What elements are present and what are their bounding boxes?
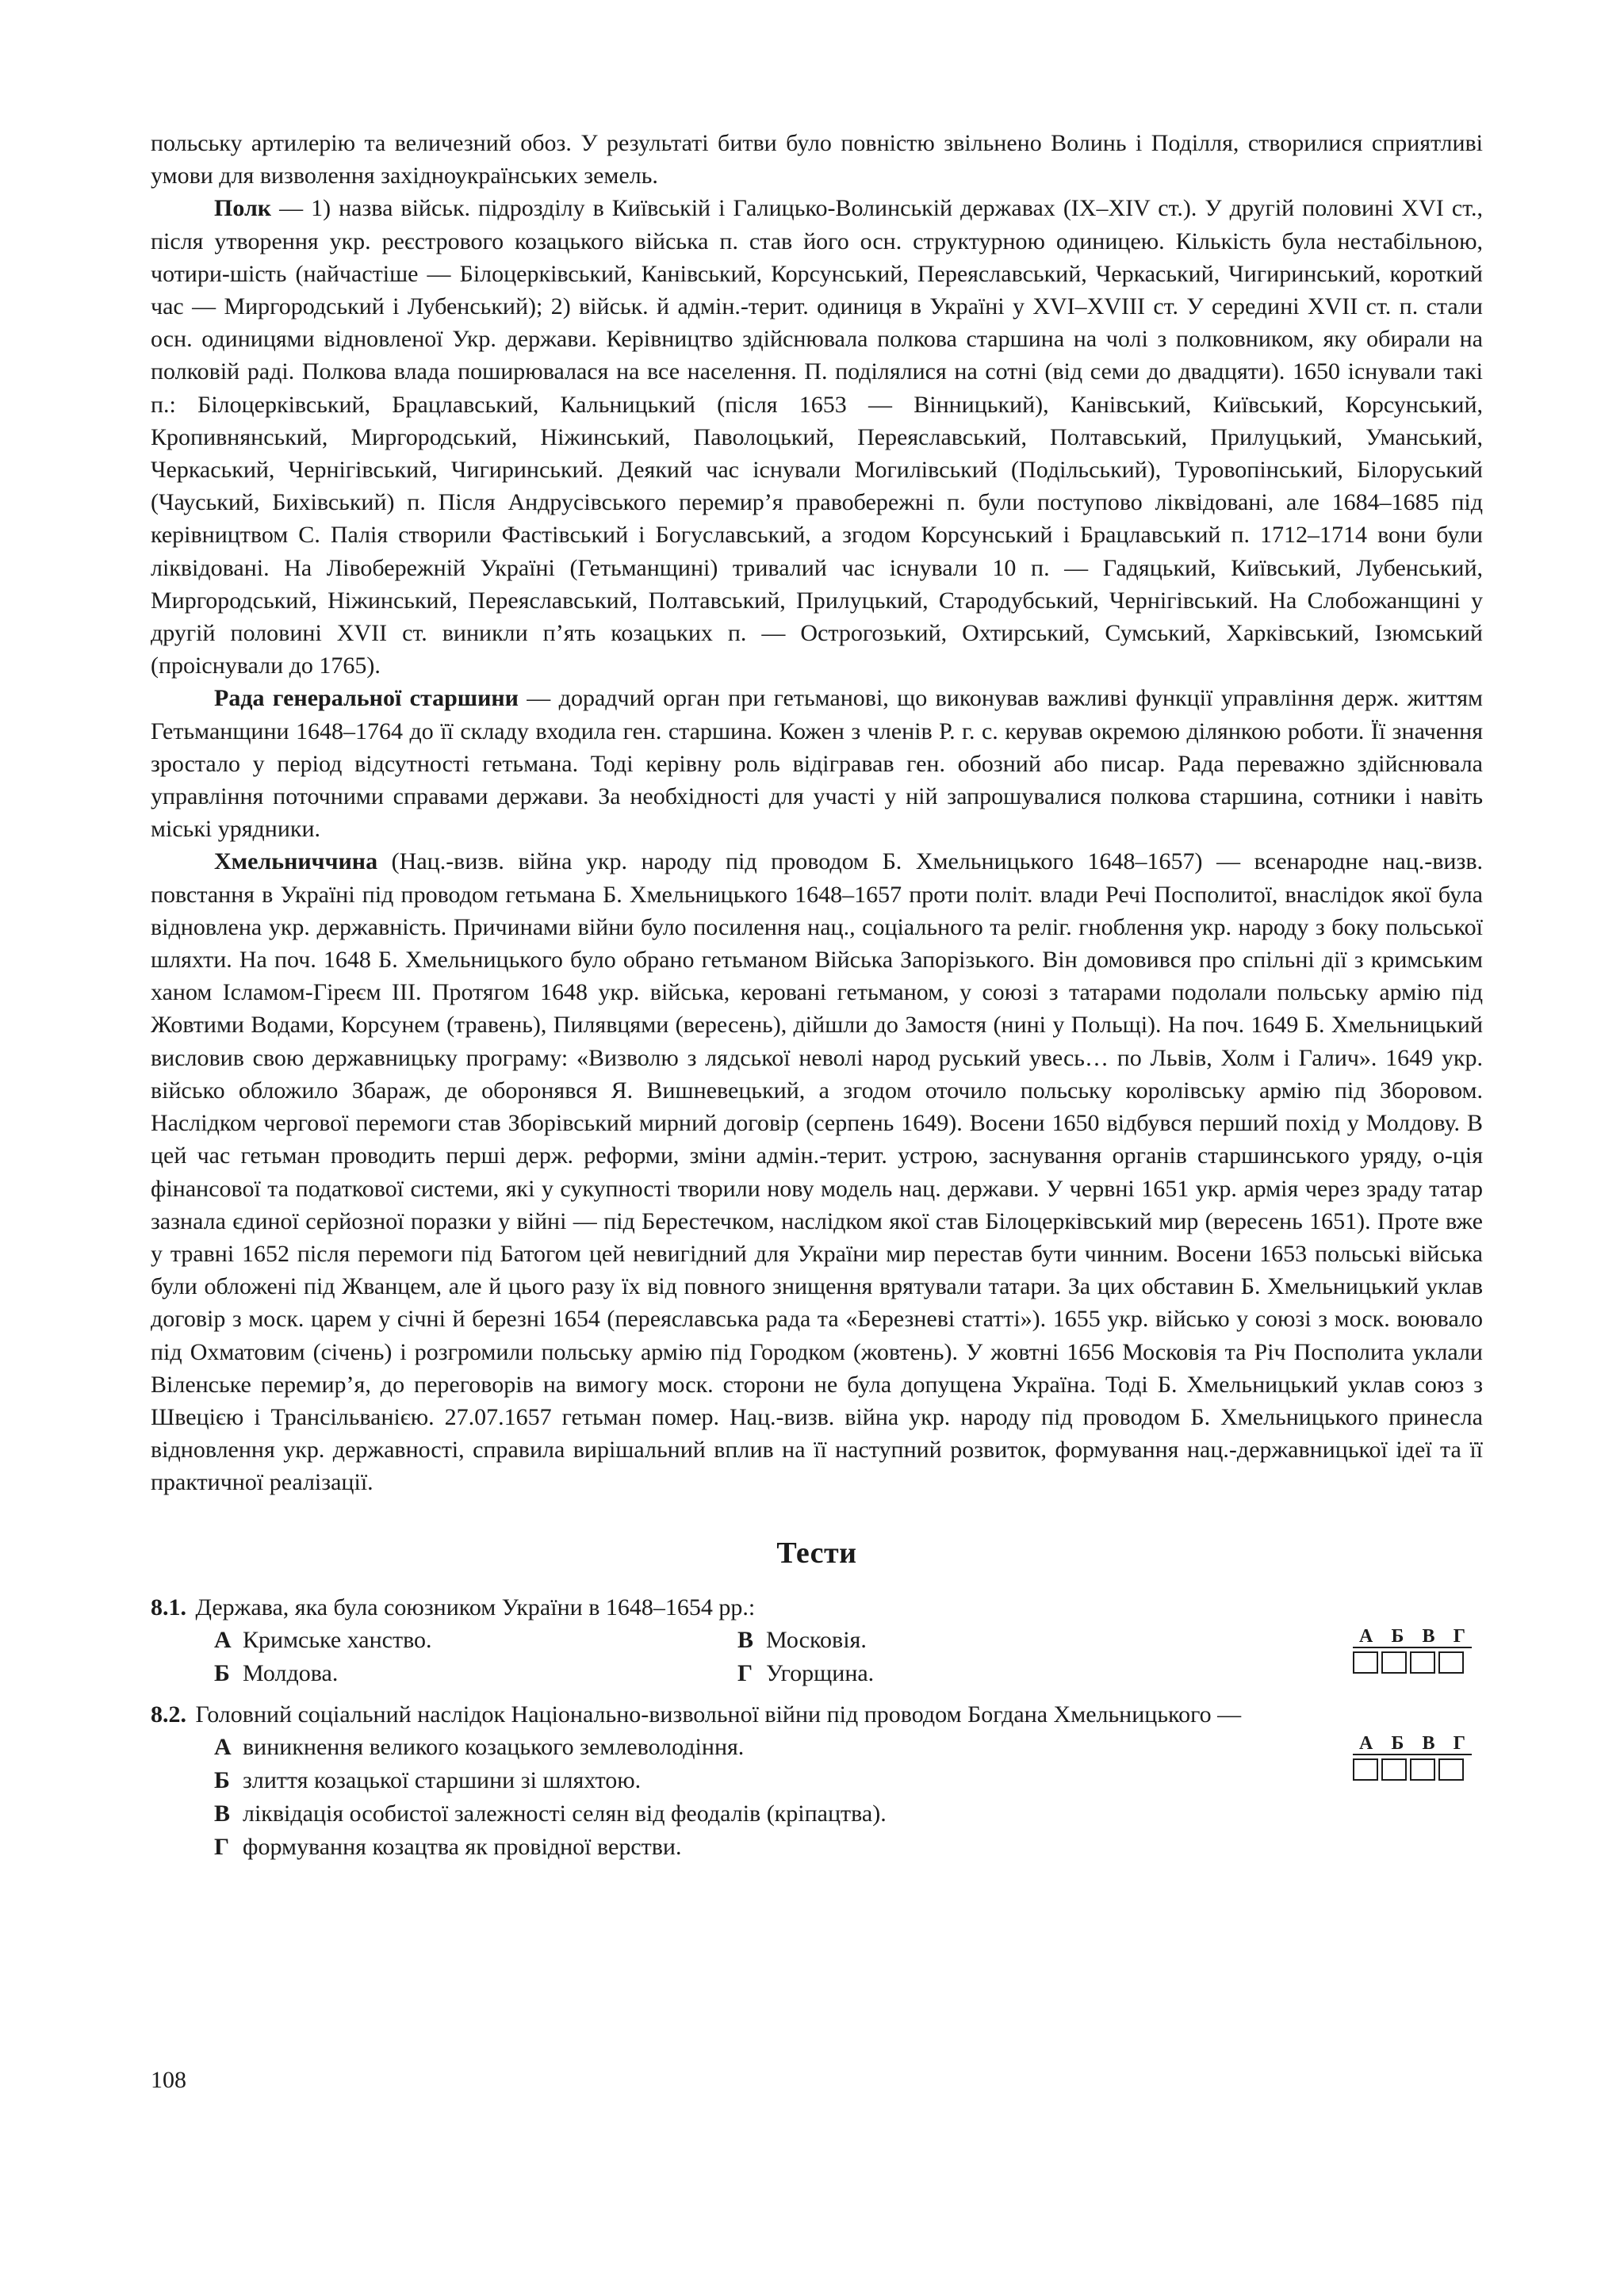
answer-cell-g[interactable]: [1438, 1758, 1464, 1781]
option-text: Угорщина.: [766, 1659, 875, 1686]
answer-cell-b[interactable]: [1381, 1758, 1407, 1781]
option-letter: А: [214, 1733, 232, 1760]
option-text: ліквідація особистої залежності селян від феодалів (кріпацтва).: [243, 1800, 887, 1827]
answer-letter: В: [1422, 1732, 1435, 1754]
answer-cell-v[interactable]: [1410, 1758, 1435, 1781]
entry-body: (Нац.-визв. війна укр. народу під проводом Б. Хмельницького 1648–1657) — всенародне нац.-визв. повстання в Україні під проводом гетьмана Б. Хмельницького 1648–1657 проти політ. влади Речі Посполитої, внаслідок якої була відновлена укр. державність. Причинами війни було посилення нац., соціального та реліг. гноблення укр. народу з боку польської шляхти. На поч. 1648 Б. Хмельницького було обрано гетьманом Війська Запорізького. Він домовився про спільні дії з кримським ханом Ісламом-Гіреєм III. Протягом 1648 укр. війська, керовані гетьманом, у союзі з татарами подолали польську армію під Жовтими Водами, Корсунем (травень), Пилявцями (вересень), дійшли до Замостя (нині у Польщі). На поч. 1649 Б. Хмельницький висловив свою державницьку програму: «Визволю з лядської неволі народ руський увесь… по Львів, Холм і Галич». 1649 укр. військо обложило Збараж, де оборонявся Я. Вишневецький, а згодом оточило польську королівську армію під Зборовом. Наслідком чергової перемоги став Зборівський мирний договір (серпень 1649). Восени 1650 відбувся перший похід у Молдову. В цей час гетьман проводить перші держ. реформи, зміни адмін.-терит. устрою, заснування органів старшинського уряду, о-ція фінансової та податкової системи, які у сукупності творили нову модель нац. держави. У червні 1651 укр. армія через зраду татар зазнала єдиної серйозної поразки у війні — під Берестечком, наслідком якої став Білоцерківський мир (вересень 1651). Проте вже у травні 1652 після перемоги під Батогом цей невигідний для України мир перестав бути чинним. Восени 1653 польські війська були обложені під Жванцем, але й цього разу їх від повного знищення врятували татари. За цих обставин Б. Хмельницький уклав договір з моск. царем у січні й березні 1654 (переяславська рада та «Березневі статті»). 1655 укр. військо у союзі з моск. воювало під Охматовим (січень) і розгромили польську армію під Городком (жовтень). У жовтні 1656 Московія та Річ Посполита уклали Віленське перемир’я, до переговорів на вимогу моск. сторони не була допущена Україна. Тоді Б. Хмельницький уклав союз з Швецією і Трансільванією. 27.07.1657 гетьман помер. Нац.-визв. війна укр. народу під проводом Б. Хмельницького принесла відновлення укр. державності, справила вирішальний вплив на її наступний розвиток, формування нац.-державницької ідеї та її практичної реалізації.: [151, 848, 1483, 1496]
option-a[interactable]: [214, 1624, 737, 1657]
entry-body: — дорадчий орган при гетьманові, що виконував важливі функції управління держ. життям Гетьманщини 1648–1764 до її складу входила ген. старшина. Кожен з членів Р. г. с. керував окремою ділянкою роботи. Її значення зростало у період відсутності гетьмана. Тоді керівну роль відігравав ген. обозний або писар. Рада переважно здійснювала управління поточними справами держави. За необхідності для участі у ній запрошувалися полкова старшина, сотники і навіть міські урядники.: [151, 685, 1483, 843]
answer-letter: В: [1422, 1625, 1435, 1647]
answer-cell-a[interactable]: [1353, 1651, 1378, 1674]
entry-polk: [151, 192, 1483, 682]
options-grid: [214, 1624, 1483, 1690]
option-a[interactable]: [214, 1731, 1483, 1764]
answer-cell-g[interactable]: [1438, 1651, 1464, 1674]
answer-letter: А: [1359, 1625, 1373, 1647]
question-text: Держава, яка була союзником України в 1648–1654 рр.:: [190, 1594, 756, 1621]
answer-grid-cells: [1353, 1758, 1472, 1781]
options-list: [214, 1731, 1483, 1864]
option-text: Молдова.: [243, 1659, 339, 1686]
answer-letter: А: [1359, 1732, 1373, 1754]
option-text: Кримське ханство.: [243, 1626, 432, 1653]
page-content: [151, 127, 1483, 1872]
option-letter: Б: [214, 1659, 230, 1686]
option-text: формування козацтва як провідної верстви.: [243, 1833, 682, 1860]
entry-khmelnychchyna: [151, 845, 1483, 1498]
question-8-2: [151, 1698, 1483, 1864]
answer-grid: [1353, 1733, 1472, 1781]
answer-grid: [1353, 1626, 1472, 1674]
answer-grid-letters: [1353, 1626, 1472, 1648]
option-b[interactable]: [214, 1657, 737, 1690]
option-text: виникнення великого козацького землеволодіння.: [243, 1733, 745, 1760]
entry-term: Хмельниччина: [214, 848, 378, 875]
option-letter: А: [214, 1626, 232, 1653]
option-letter: Г: [214, 1833, 230, 1860]
page-number: 108: [151, 2067, 186, 2093]
answer-letter: Б: [1391, 1732, 1404, 1754]
answer-cell-b[interactable]: [1381, 1651, 1407, 1674]
answer-letter: Б: [1391, 1625, 1404, 1647]
answer-cell-a[interactable]: [1353, 1758, 1378, 1781]
question-number: 8.2.: [151, 1701, 186, 1728]
option-text: злиття козацької старшини зі шляхтою.: [243, 1766, 642, 1793]
option-v[interactable]: [737, 1624, 1182, 1657]
option-v[interactable]: [214, 1797, 1483, 1831]
answer-letter: Г: [1453, 1625, 1465, 1647]
option-letter: В: [737, 1626, 754, 1653]
question-stem: [151, 1591, 1483, 1624]
entry-body: — 1) назва військ. підрозділу в Київській і Галицько-Волинській державах (IX–XIV ст.). У другій половині XVI ст., після утворення укр. реєстрового козацького війська п. став його осн. структурною одиницею. Кількість була нестабільною, чотири-шість (найчастіше — Білоцерківський, Канівський, Корсунський, Переяславський, Черкаський, Чигиринський, короткий час — Миргородський і Лубенський); 2) військ. й адмін.-терит. одиниця в Україні у XVI–XVIII ст. У середині XVII ст. п. стали осн. одиницями відновленої Укр. держави. Керівництво здійснювала полкова старшина на чолі з полковником, яку обирали на полковій раді. Полкова влада поширювалася на все населення. П. поділялися на сотні (від семи до двадцяти). 1650 існували такі п.: Білоцерківський, Брацлавський, Кальницький (після 1653 — Вінницький), Канівський, Київський, Корсунський, Кропивнянський, Миргородський, Ніжинський, Паволоцький, Переяславський, Полтавський, Прилуцький, Уманський, Черкаський, Чернігівський, Чигиринський. Деякий час існували Могилівський (Подільський), Туровопінський, Білоруський (Чауський, Бихівський) п. Після Андрусівського перемир’я правобережні п. були поступово ліквідовані, але 1684–1685 під керівництвом С. Палія створили Фастівський і Богуславський, а згодом Корсунський і Брацлавський п. 1712–1714 вони були ліквідовані. На Лівобережній Україні (Гетьманщині) тривалий час існували 10 п. — Гадяцький, Київський, Лубенський, Миргородський, Ніжинський, Переяславський, Полтавський, Прилуцький, Стародубський, Чернігівський. На Слобожанщині у другій половині XVII ст. виникли п’ять козацьких п. — Острогозький, Охтирський, Сумський, Харківський, Ізюмський (проіснували до 1765).: [151, 195, 1483, 679]
intro-paragraph: польську артилерію та величезний обоз. У результаті битви було повністю звільнено Волинь і Поділля, створилися сприятливі умови для визволення західноукраїнських земель.: [151, 130, 1483, 189]
question-text: Головний соціальний наслідок Національно-визвольної війни під проводом Богдана Хмельницького —: [190, 1701, 1242, 1728]
tests-heading: Тести: [776, 1536, 857, 1570]
option-b[interactable]: [214, 1764, 1483, 1797]
option-text: Московія.: [766, 1626, 867, 1653]
answer-cell-v[interactable]: [1410, 1651, 1435, 1674]
option-g[interactable]: [737, 1657, 1182, 1690]
question-number: 8.1.: [151, 1594, 186, 1621]
entry-term: Рада генеральної старшини: [214, 685, 519, 712]
answer-grid-cells: [1353, 1651, 1472, 1674]
question-stem: [151, 1698, 1483, 1731]
answer-letter: Г: [1453, 1732, 1465, 1754]
question-8-1: [151, 1591, 1483, 1690]
answer-grid-letters: [1353, 1733, 1472, 1755]
entry-rada: [151, 682, 1483, 845]
option-letter: Г: [737, 1659, 753, 1686]
option-g[interactable]: [214, 1831, 1483, 1864]
option-letter: Б: [214, 1766, 230, 1793]
entry-term: Полк: [214, 195, 272, 222]
option-letter: В: [214, 1800, 231, 1827]
